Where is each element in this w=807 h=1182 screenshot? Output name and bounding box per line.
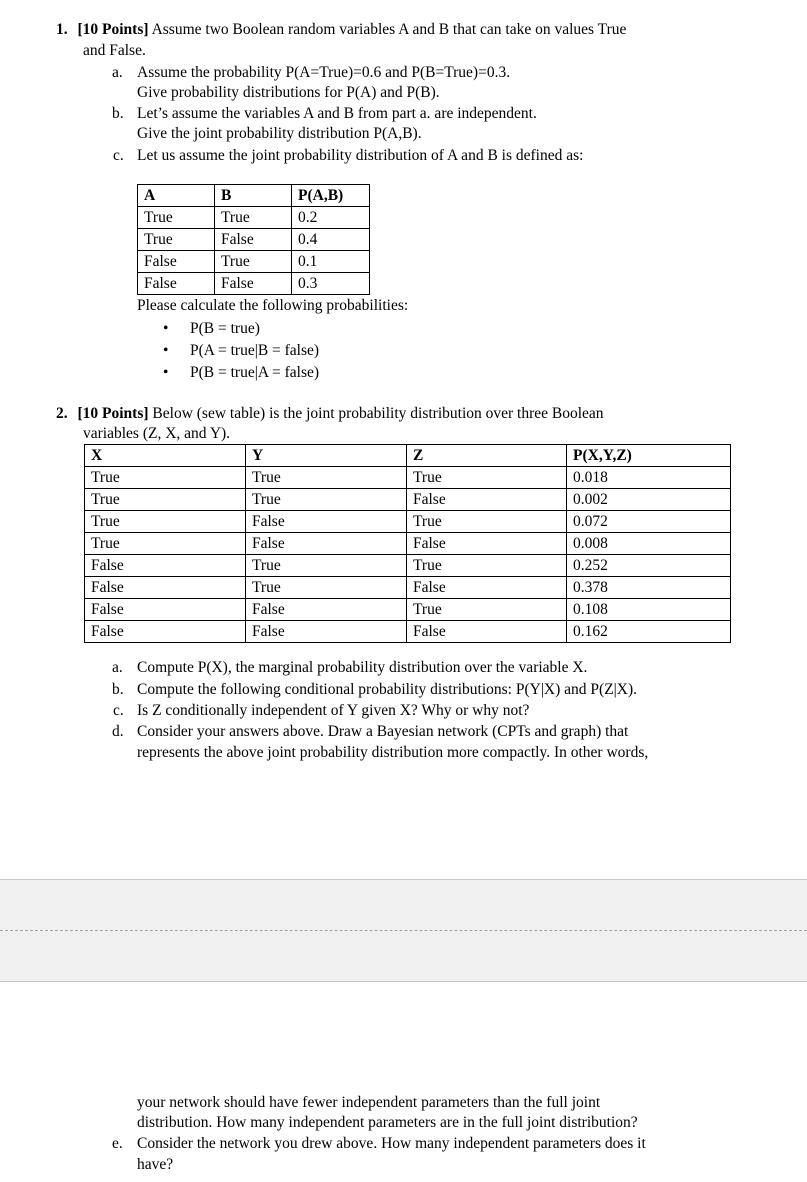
table-cell: False — [407, 577, 567, 599]
list-item: • P(A = true|B = false) — [137, 340, 319, 362]
table-header-cell: B — [215, 185, 292, 207]
table-cell: True — [407, 599, 567, 621]
table-cell: 0.1 — [292, 251, 370, 273]
q1-bullet-list — [137, 318, 319, 384]
table-cell: False — [85, 577, 246, 599]
table-cell: True — [246, 577, 407, 599]
table-row — [85, 621, 731, 643]
q2-d-line2: represents the above joint probability distribution more compactly. In other words, — [137, 744, 649, 761]
q2-points: [10 Points] — [77, 405, 149, 422]
table-cell: False — [138, 251, 215, 273]
table-cell: 0.002 — [567, 489, 731, 511]
q1-points: [10 Points] — [77, 21, 149, 38]
q1-c-label: c. — [113, 147, 124, 164]
list-item: • P(B = true) — [137, 318, 319, 340]
table-cell: False — [215, 229, 292, 251]
table-header-cell: X — [85, 445, 246, 467]
table-row — [85, 533, 731, 555]
table-cell: True — [407, 511, 567, 533]
page-break-band-upper — [0, 880, 807, 930]
table-cell: True — [215, 207, 292, 229]
table-cell: 0.4 — [292, 229, 370, 251]
table-cell: False — [246, 533, 407, 555]
table-cell: False — [246, 511, 407, 533]
q2-intro-line2: variables (Z, X, and Y). — [83, 425, 231, 442]
table-cell: True — [407, 555, 567, 577]
q1-joint-table — [137, 184, 370, 295]
q1-calc-prompt: Please calculate the following probabilities: — [137, 297, 409, 314]
q2-a-label: a. — [112, 659, 123, 676]
q1-b-line1: Let’s assume the variables A and B from part a. are independent. — [137, 105, 537, 122]
table-cell: False — [407, 621, 567, 643]
table-cell: False — [85, 555, 246, 577]
page-break-bottom-border — [0, 981, 807, 982]
table-row — [85, 467, 731, 489]
q1-a-line1: Assume the probability P(A=True)=0.6 and P(B=True)=0.3. — [137, 64, 511, 81]
table-header-row — [85, 445, 731, 467]
q1-intro-line1: Assume two Boolean random variables A and B that can take on values True — [148, 21, 627, 38]
q1-a-label: a. — [112, 64, 123, 81]
table-cell: 0.008 — [567, 533, 731, 555]
table-header-row — [138, 185, 370, 207]
q2-c-text: Is Z conditionally independent of Y given X? Why or why not? — [137, 702, 530, 719]
q1-c-line1: Let us assume the joint probability distribution of A and B is defined as: — [137, 147, 584, 164]
table-row — [85, 577, 731, 599]
table-cell: False — [407, 489, 567, 511]
table-cell: False — [246, 621, 407, 643]
q2-e-line1: Consider the network you drew above. How many independent parameters does it — [137, 1135, 646, 1152]
q2-joint-table — [84, 444, 731, 643]
table-row — [85, 489, 731, 511]
q2-e-line2: have? — [137, 1156, 174, 1173]
table-header-cell: P(A,B) — [292, 185, 370, 207]
table-header-cell: Z — [407, 445, 567, 467]
table-row — [138, 207, 370, 229]
q1-a-line2: Give probability distributions for P(A) and P(B). — [137, 84, 440, 101]
q1-number: 1. — [56, 21, 68, 38]
table-cell: False — [215, 273, 292, 295]
table-row — [138, 273, 370, 295]
table-row — [138, 251, 370, 273]
page-break-band-lower — [0, 931, 807, 981]
q2-b-label: b. — [112, 681, 124, 698]
table-cell: True — [85, 511, 246, 533]
table-row — [85, 555, 731, 577]
q2-e-label: e. — [112, 1135, 123, 1152]
table-cell: 0.018 — [567, 467, 731, 489]
q2-a-text: Compute P(X), the marginal probability distribution over the variable X. — [137, 659, 588, 676]
table-cell: 0.162 — [567, 621, 731, 643]
table-row — [138, 229, 370, 251]
table-cell: False — [246, 599, 407, 621]
table-cell: 0.252 — [567, 555, 731, 577]
table-header-cell: Y — [246, 445, 407, 467]
list-item: • P(B = true|A = false) — [137, 362, 319, 384]
table-cell: False — [85, 621, 246, 643]
q2-d-label: d. — [112, 723, 124, 740]
q2-intro-line1: Below (sew table) is the joint probability distribution over three Boolean — [148, 405, 604, 422]
q1-intro-line2: and False. — [83, 42, 146, 59]
table-cell: 0.108 — [567, 599, 731, 621]
q2-heading-line — [56, 403, 604, 424]
q1-b-label: b. — [112, 105, 124, 122]
table-cell: 0.072 — [567, 511, 731, 533]
table-cell: True — [85, 467, 246, 489]
table-cell: True — [85, 489, 246, 511]
table-cell: True — [215, 251, 292, 273]
table-header-cell: P(X,Y,Z) — [567, 445, 731, 467]
table-cell: False — [138, 273, 215, 295]
q2-d-line1: Consider your answers above. Draw a Bayesian network (CPTs and graph) that — [137, 723, 629, 740]
table-cell: False — [407, 533, 567, 555]
table-row — [85, 511, 731, 533]
table-cell: False — [85, 599, 246, 621]
table-cell: True — [246, 489, 407, 511]
table-cell: 0.3 — [292, 273, 370, 295]
q2-d-line4: distribution. How many independent parameters are in the full joint distribution? — [137, 1114, 638, 1131]
q1-heading-line — [56, 19, 626, 40]
table-cell: 0.2 — [292, 207, 370, 229]
q2-c-label: c. — [113, 702, 124, 719]
q2-d-line3: your network should have fewer independent parameters than the full joint — [137, 1094, 601, 1111]
table-cell: True — [85, 533, 246, 555]
table-cell: 0.378 — [567, 577, 731, 599]
table-cell: True — [246, 555, 407, 577]
q2-b-text: Compute the following conditional probability distributions: P(Y|X) and P(Z|X). — [137, 681, 638, 698]
table-cell: True — [407, 467, 567, 489]
q2-number: 2. — [56, 405, 68, 422]
table-row — [85, 599, 731, 621]
table-cell: True — [246, 467, 407, 489]
table-cell: True — [138, 229, 215, 251]
q1-b-line2: Give the joint probability distribution P(A,B). — [137, 125, 422, 142]
table-cell: True — [138, 207, 215, 229]
table-header-cell: A — [138, 185, 215, 207]
